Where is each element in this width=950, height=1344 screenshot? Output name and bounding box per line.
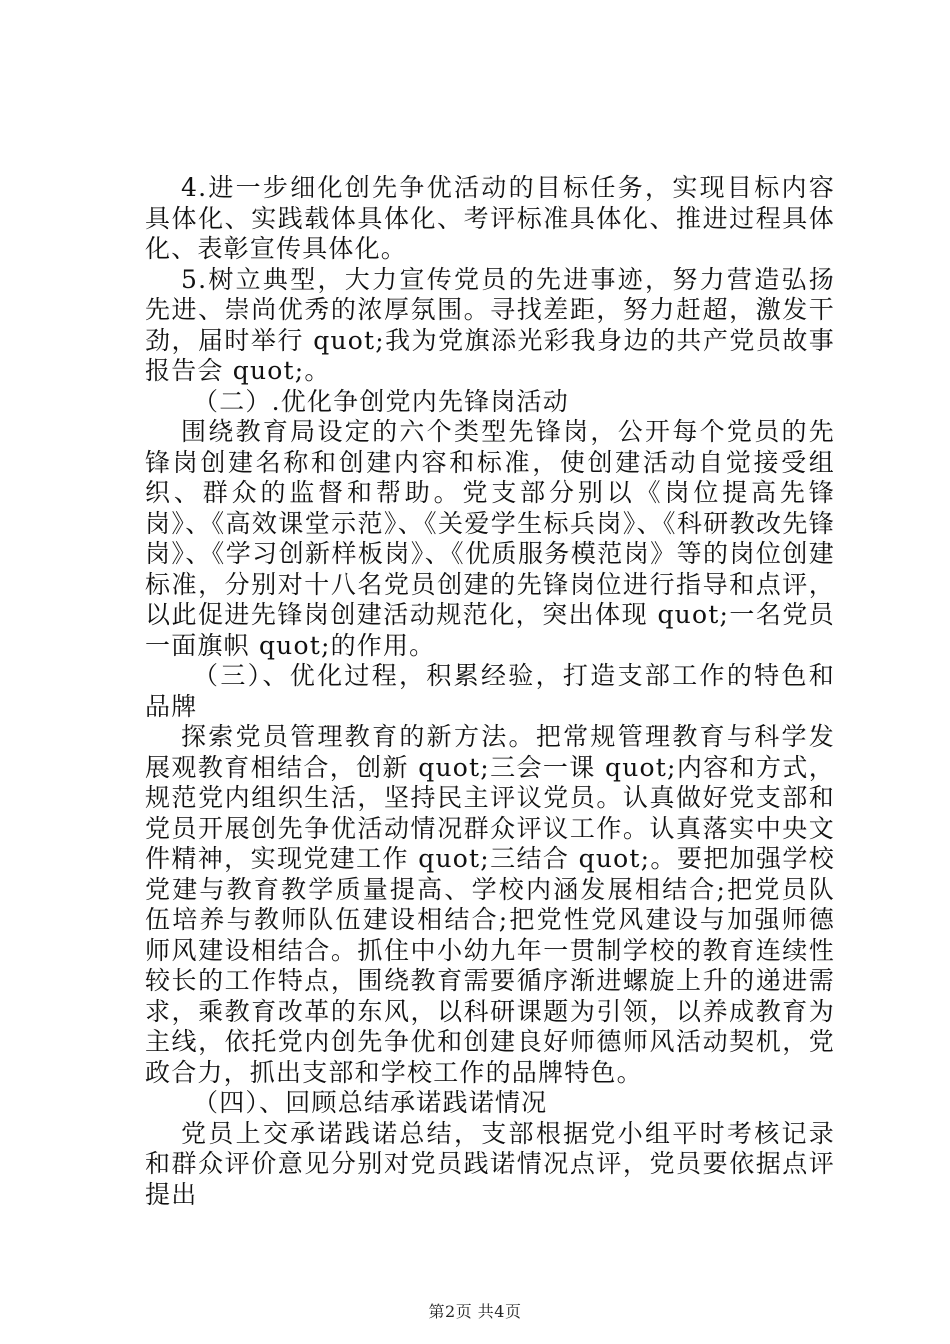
paragraph-item-4: 4.进一步细化创先争优活动的目标任务，实现目标内容具体化、实践载体具体化、考评标准具体化、推进过程具体化、表彰宣传具体化。 — [145, 173, 835, 263]
paragraph-item-5: 5.树立典型，大力宣传党员的先进事迹，努力营造弘扬先进、崇尚优秀的浓厚氛围。寻找差距，努力赶超，激发干劲，届时举行 quot;我为党旗添光彩我身边的共产党员故事报告会 quot;。 — [145, 264, 835, 385]
paragraph-commitment-summary: 党员上交承诺践诺总结，支部根据党小组平时考核记录和群众评价意见分别对党员践诺情况点评，党员要依据点评提出 — [145, 1118, 835, 1209]
section-heading-2: （二）.优化争创党内先锋岗活动 — [193, 386, 569, 416]
document-body — [145, 173, 835, 1210]
section-heading-3: （三）、优化过程，积累经验，打造支部工作的特色和品牌 — [145, 661, 835, 721]
paragraph-management-education: 探索党员管理教育的新方法。把常规管理教育与科学发展观教育相结合，创新 quot;三会一课 quot;内容和方式，规范党内组织生活，坚持民主评议党员。认真做好党支部和党员开展创先争优活动情况群众评议工作。认真落实中央文件精神，实现党建工作 quot;三结合 quot;。要把加强学校党建与教育教学质量提高、学校内涵发展相结合;把党员队伍培养与教师队伍建设相结合;把党性党风建设与加强师德师风建设相结合。抓住中小幼九年一贯制学校的教育连续性较长的工作特点，围绕教育需要循序渐进螺旋上升的递进需求，乘教育改革的东风，以科研课题为引领，以养成教育为主线，依托党内创先争优和创建良好师德师风活动契机，党政合力，抓出支部和学校工作的品牌特色。 — [145, 722, 835, 1087]
paragraph-pioneer-posts: 围绕教育局设定的六个类型先锋岗，公开每个党员的先锋岗创建名称和创建内容和标准，使创建活动自觉接受组织、群众的监督和帮助。党支部分别以《岗位提高先锋岗》、《高效课堂示范》、《关爱学生标兵岗》、《科研教改先锋岗》、《学习创新样板岗》、《优质服务模范岗》等的岗位创建标准，分别对十八名党员创建的先锋岗位进行指导和点评，以此促进先锋岗创建活动规范化，突出体现 quot;一名党员一面旗帜 quot;的作用。 — [145, 417, 835, 660]
page-footer: 第2页 共4页 — [428, 1302, 522, 1321]
section-heading-4: （四）、回顾总结承诺践诺情况 — [193, 1088, 548, 1117]
